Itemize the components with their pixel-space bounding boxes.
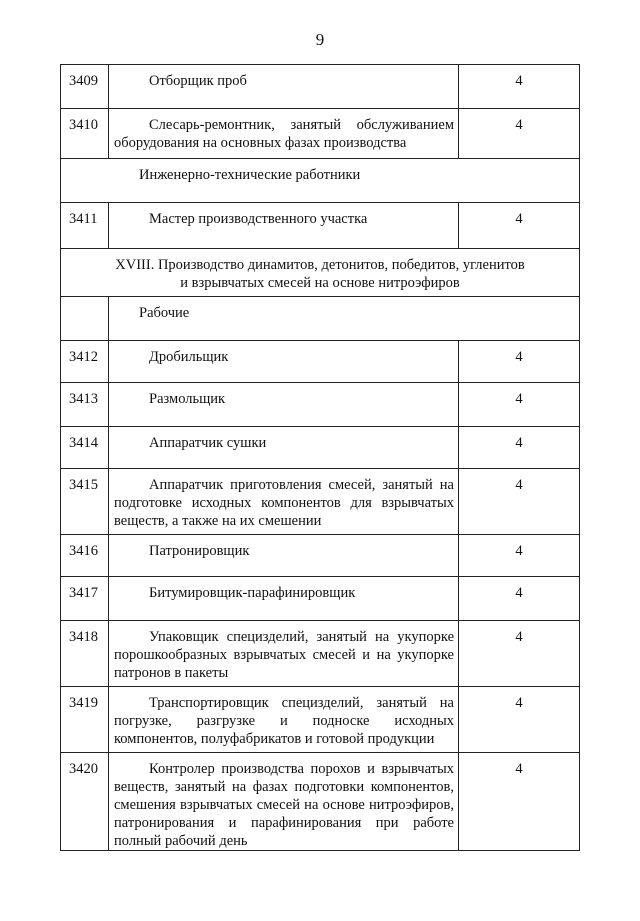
row-name: Контролер производства порохов и взрывчатых веществ, занятый на фазах подготовки компонентов, смешения взрывчатых смесей на основе нитроэфиров, патронирования и парафинирования при работе полный рабочий день <box>109 753 459 851</box>
row-code: 3414 <box>61 427 109 469</box>
section-heading-line-2: и взрывчатых смесей на основе нитроэфиров <box>180 275 460 291</box>
row-value: 4 <box>459 621 580 687</box>
row-code: 3420 <box>61 753 109 851</box>
table-row <box>61 753 580 851</box>
table-row <box>61 621 580 687</box>
row-name: Мастер производственного участка <box>109 203 459 249</box>
row-value: 4 <box>459 109 580 159</box>
row-value: 4 <box>459 65 580 109</box>
row-code: 3410 <box>61 109 109 159</box>
table-row <box>61 577 580 621</box>
table-row <box>61 383 580 427</box>
page-number: 9 <box>315 30 325 49</box>
table-row <box>61 427 580 469</box>
row-value: 4 <box>459 535 580 577</box>
section-heading-row <box>61 249 580 297</box>
section-subheading: Рабочие <box>109 297 580 341</box>
row-code: 3409 <box>61 65 109 109</box>
row-name: Аппаратчик приготовления смесей, занятый на подготовке исходных компонентов для взрывчатых веществ, а также на их смешении <box>109 469 459 535</box>
row-value: 4 <box>459 577 580 621</box>
section-subheading-row <box>61 159 580 203</box>
row-value: 4 <box>459 427 580 469</box>
row-code: 3417 <box>61 577 109 621</box>
table-row <box>61 341 580 383</box>
row-name: Патронировщик <box>109 535 459 577</box>
row-name: Битумировщик-парафинировщик <box>109 577 459 621</box>
row-value: 4 <box>459 469 580 535</box>
row-name: Аппаратчик сушки <box>109 427 459 469</box>
row-code: 3415 <box>61 469 109 535</box>
row-code: 3413 <box>61 383 109 427</box>
row-value: 4 <box>459 341 580 383</box>
row-code: 3412 <box>61 341 109 383</box>
row-value: 4 <box>459 203 580 249</box>
section-heading <box>61 249 580 297</box>
row-name: Размольщик <box>109 383 459 427</box>
list-table <box>60 64 580 851</box>
table-row <box>61 65 580 109</box>
section-subheading: Инженерно-технические работники <box>61 159 580 203</box>
section-subheading-row <box>61 297 580 341</box>
row-name: Дробильщик <box>109 341 459 383</box>
table-row <box>61 535 580 577</box>
row-name: Слесарь-ремонтник, занятый обслуживанием оборудования на основных фазах производства <box>109 109 459 159</box>
table-row <box>61 203 580 249</box>
row-name: Транспортировщик специзделий, занятый на погрузке, разгрузке и подноске исходных компонентов, полуфабрикатов и готовой продукции <box>109 687 459 753</box>
section-heading-line-1: XVIII. Производство динамитов, детонитов, победитов, угленитов <box>115 257 525 273</box>
table-row <box>61 469 580 535</box>
row-value: 4 <box>459 687 580 753</box>
row-code: 3411 <box>61 203 109 249</box>
row-value: 4 <box>459 383 580 427</box>
row-code: 3416 <box>61 535 109 577</box>
table-row <box>61 687 580 753</box>
row-name: Упаковщик специзделий, занятый на укупорке порошкообразных взрывчатых смесей и на укупорке патронов в пакеты <box>109 621 459 687</box>
row-code: 3418 <box>61 621 109 687</box>
table-row <box>61 109 580 159</box>
row-value: 4 <box>459 753 580 851</box>
row-name: Отборщик проб <box>109 65 459 109</box>
row-code: 3419 <box>61 687 109 753</box>
